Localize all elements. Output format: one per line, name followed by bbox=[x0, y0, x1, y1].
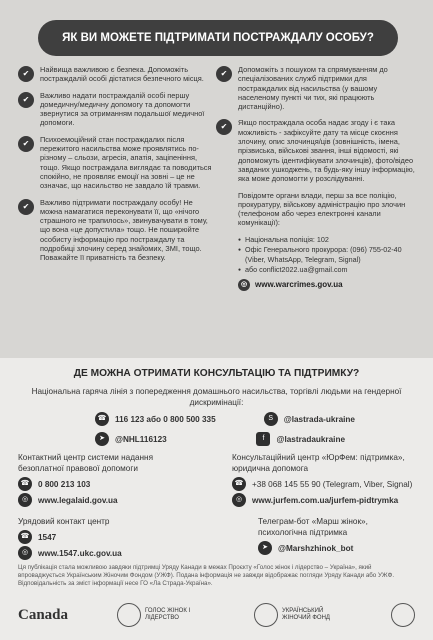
voice-leadership-logo: ГОЛОС ЖІНОК І ЛІДЕРСТВО bbox=[117, 603, 205, 627]
warcrimes-link[interactable]: ◎ www.warcrimes.gov.ua bbox=[238, 279, 416, 291]
uwf-logo-icon bbox=[254, 603, 278, 627]
section-header: ЯК ВИ МОЖЕТЕ ПІДТРИМАТИ ПОСТРАЖДАЛУ ОСОБУ? bbox=[38, 20, 398, 56]
globe-icon: ◎ bbox=[232, 493, 246, 507]
legal-web-link[interactable]: ◎ www.legalaid.gov.ua bbox=[18, 493, 198, 507]
canada-logo: Canada bbox=[18, 606, 69, 623]
legal-aid-block: Контактний центр системи надання безоплатної правової допомоги ☎ 0 800 213 103 ◎ www.legalaid.gov.ua bbox=[18, 452, 198, 509]
globe-icon: ◎ bbox=[18, 546, 32, 560]
hotline-phone[interactable]: ☎ 116 123 або 0 800 500 335 bbox=[95, 412, 216, 426]
tip-item: ✔ Важливо надати постраждалій особі першу домедичну/медичну допомогу та допомогти звернутися за отриманням подальшої медичної допомоги. bbox=[18, 91, 216, 128]
authorities-list bbox=[238, 235, 416, 275]
telegram-icon: ➤ bbox=[258, 541, 272, 555]
skype-link[interactable]: S @lastrada-ukraine bbox=[264, 412, 355, 426]
tip-item: ✔ Найвища важливою є безпека. Допоможіть постраждалій особі дістатися безпечного місця. bbox=[18, 65, 216, 84]
phone-icon: ☎ bbox=[95, 412, 109, 426]
partner-logos bbox=[18, 598, 415, 632]
jurfem-web-link[interactable]: ◎ www.jurfem.com.ua/jurfem-pidtrymka bbox=[232, 493, 422, 507]
tip-item: ✔ Допоможіть з пошуком та спрямуванням до спеціалізованих служб підтримки для постраждалих від насильства (у вашому населеному пункті чи тих, які працюють дистанційно). bbox=[216, 65, 416, 111]
right-column bbox=[216, 65, 416, 291]
phone-icon: ☎ bbox=[232, 477, 246, 491]
tip-item: ✔ Якщо постраждала особа надає згоду і є така можливість - зафіксуйте дату та місце скоєння злочину, опис злочинця/ців (зовнішність, імена, прізвиська, військові звання, інші відомості, які допоможуть ідентифікувати злочинців), фото/відео завданих ушкоджень, та будь-яку іншу інформацію, яка може допомогти у розслідуванні. bbox=[216, 118, 416, 183]
gov-contact-block: Урядовий контакт центр ☎ 1547 ◎ www.1547.ukc.gov.ua bbox=[18, 516, 198, 562]
list-item: ● або conflict2022.ua@gmail.com bbox=[238, 265, 416, 275]
telegram-icon: ➤ bbox=[95, 432, 109, 446]
check-icon: ✔ bbox=[18, 199, 34, 215]
facebook-icon: f bbox=[256, 432, 270, 446]
uwf-logo: УКРАЇНСЬКИЙ ЖІНОЧИЙ ФОНД bbox=[254, 603, 342, 627]
consultation-title: ДЕ МОЖНА ОТРИМАТИ КОНСУЛЬТАЦІЮ ТА ПІДТРИМКУ? bbox=[73, 368, 360, 379]
legal-phone[interactable]: ☎ 0 800 213 103 bbox=[18, 477, 198, 491]
hotline-block bbox=[95, 412, 355, 448]
check-icon: ✔ bbox=[18, 136, 34, 152]
footer-note: Ця публікація стала можливою завдяки підтримці Уряду Канади в межах Проєкту «Голос жінок і лідерство – Україна», який впроваджується Українським Жіночим Фондом (УЖФ). Подана інформація не завжди відображає погляди Уряду Канади або УЖФ. Відповідальність за зміст інформації несе ГО «Ла Страда-Україна». bbox=[18, 564, 395, 587]
telegram-bot-link[interactable]: ➤ @Marshzhinok_bot bbox=[258, 541, 418, 555]
jurfem-block: Консультаційний центр «ЮрФем: підтримка», юридична допомога ☎ +38 068 145 55 90 (Telegram, Viber, Signal) ◎ www.jurfem.com.ua/jurfem-pidtrymka bbox=[232, 452, 422, 509]
check-icon: ✔ bbox=[216, 66, 232, 82]
telegram-bot-block: Телеграм-бот «Марш жінок», психологічна підтримка ➤ @Marshzhinok_bot bbox=[258, 516, 418, 557]
facebook-link[interactable]: f @lastradaukraine bbox=[256, 432, 345, 446]
voice-logo-icon bbox=[117, 603, 141, 627]
tip-item: ✔ Психоемоційний стан постраждалих після пережитого насильства може проявлятись по-різному – сльози, агресія, апатія, заціпеніння, тощо. Якщо постраждала виглядає та поводиться спокійно, не проявляє емоції на зовні – це не означає, що насильство не завдало їй травми. bbox=[18, 135, 216, 191]
tip-item: Повідомте органи влади, перш за все поліцію, прокуратуру, військову адміністрацію про злочин (телефоном або через електронні канали комунікації): bbox=[238, 190, 406, 228]
phone-icon: ☎ bbox=[18, 530, 32, 544]
list-item: ● Офіс Генерального прокурора: (096) 755-02-40 (Viber, WhatsApp, Telegram, Signal) bbox=[238, 245, 416, 265]
check-icon: ✔ bbox=[216, 119, 232, 135]
check-icon: ✔ bbox=[18, 92, 34, 108]
globe-icon: ◎ bbox=[18, 493, 32, 507]
hotline-subtitle: Національна гаряча лінія з попередження домашнього насильства, торгівлі людьми на гендерної дискримінації: bbox=[31, 387, 402, 407]
jurfem-phone[interactable]: ☎ +38 068 145 55 90 (Telegram, Viber, Signal) bbox=[232, 477, 422, 491]
left-column bbox=[18, 65, 216, 270]
gov-phone[interactable]: ☎ 1547 bbox=[18, 530, 198, 544]
check-icon: ✔ bbox=[18, 66, 34, 82]
lastrada-logo bbox=[391, 603, 415, 627]
skype-icon: S bbox=[264, 412, 278, 426]
tip-item: ✔ Важливо підтримати постраждалу особу! Не можна намагатися переконувати її, що «нічого страшного не трапилось», звинувачувати в тому, що вона «це допустила» тощо. Не поширюйте особисту інформацію про постраждалу та подробиці злочину серед знайомих, ЗМІ, тощо. Поважайте її приватність та безпеку. bbox=[18, 198, 216, 263]
lastrada-logo-icon bbox=[391, 603, 415, 627]
phone-icon: ☎ bbox=[18, 477, 32, 491]
telegram-link[interactable]: ➤ @NHL116123 bbox=[95, 432, 167, 446]
globe-icon: ◎ bbox=[238, 279, 250, 291]
gov-web-link[interactable]: ◎ www.1547.ukc.gov.ua bbox=[18, 546, 198, 560]
list-item: ● Національна поліція: 102 bbox=[238, 235, 416, 245]
